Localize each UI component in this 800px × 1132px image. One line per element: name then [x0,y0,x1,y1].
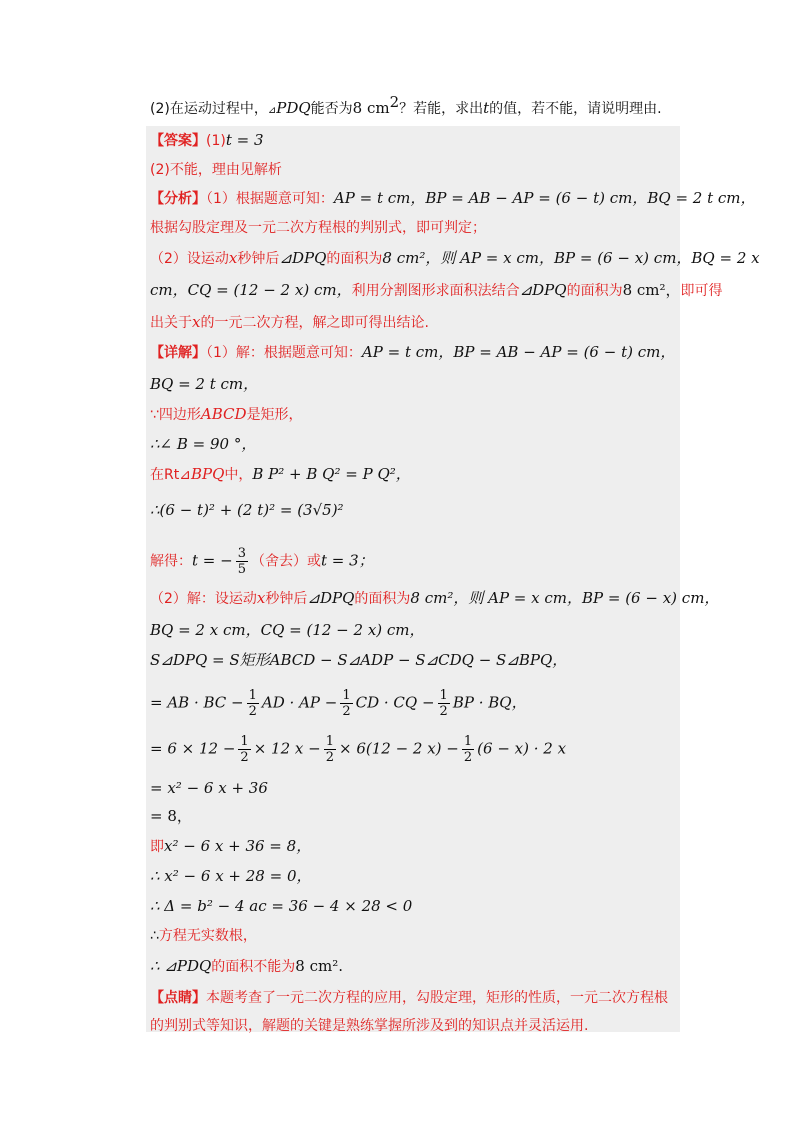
fraction-half [247,688,259,719]
detail-math: (6 − x) · 2 x [477,739,567,758]
detail-text: ∴ [150,928,159,944]
detail-line-10 [150,650,567,671]
detail-var: x [256,589,266,607]
detail-line-18 [150,926,257,946]
analysis-math: AP = t cm，BP = AB − AP = (6 − t) cm，BQ = 2 t cm， [333,189,756,207]
analysis-line-3 [150,248,760,269]
detail-math: ∴ ⊿PDQ [150,957,212,975]
detail-line-11 [150,688,527,719]
fraction-denominator: 2 [248,704,257,719]
analysis-line-1 [150,188,756,209]
detail-line-14 [150,806,192,827]
analysis-text: 即可得 [680,283,723,299]
analysis-text: 根据勾股定理及一元二次方程根的判别式，即可判定； [150,220,486,236]
detail-text: 方程无实数根， [158,928,257,944]
detail-line-3 [150,404,303,425]
fraction-half [462,734,474,765]
detail-math: AD · AP − [261,693,338,712]
q2-expr: PDQ [276,99,311,117]
answer-line-1 [150,130,264,151]
detail-line-6 [150,500,344,521]
analysis-math: ⊿DPQ [279,249,327,267]
analysis-text: 的面积为 [566,283,623,299]
detail-line-5 [150,464,411,485]
detail-math: ∴ x² − 6 x + 28 = 0， [150,867,312,885]
detail-line-16 [150,866,312,887]
q2-value: 8 cm [352,99,390,117]
detail-text: （舍去）或 [250,553,321,570]
detail-line-9 [150,620,425,641]
triangle-symbol: ⊿ [267,105,277,116]
analysis-line-4 [150,280,723,301]
comment-tag: 【点睛】 [150,990,206,1006]
fraction-denominator: 2 [240,750,249,765]
detail-math: = AB · BC − [150,693,244,712]
detail-math: = x² − 6 x + 36 [150,779,268,797]
detail-math: ∴(6 − t)² + (2 t)² = (3√5)² [150,501,344,519]
detail-math: ⊿DPQ [307,589,355,607]
analysis-text: （2）设运动 [150,251,229,267]
detail-line-17 [150,896,412,917]
detail-math: 8 cm². [295,957,344,975]
fraction-numerator: 1 [342,688,351,703]
detail-text: 在Rt⊿ [150,467,191,483]
detail-line-12 [150,734,566,765]
q2-var: t [483,99,490,117]
answer-line-2 [150,160,282,180]
fraction-denominator: 2 [325,750,334,765]
fraction-numerator: 1 [325,734,334,749]
detail-line-1 [150,342,675,363]
answer-tag: 【答案】 [150,133,206,149]
analysis-line-5 [150,312,429,333]
q2-text: (2)在运动过程中， [150,101,268,117]
q2-exp: 2 [389,93,400,111]
fraction-denominator: 5 [237,562,246,577]
detail-math: ∴∠ B = 90 °， [150,435,257,453]
detail-math: ABCD [200,405,247,423]
fraction [236,546,248,577]
detail-text: （2）解：设运动 [150,591,257,607]
detail-line-4 [150,434,256,455]
analysis-text: 的一元二次方程，解之即可得出结论. [200,315,429,331]
detail-math: x² − 6 x + 36 = 8， [164,837,312,855]
detail-line-13 [150,778,268,799]
detail-math: × 12 x − [253,739,321,758]
analysis-text: （1）根据题意可知： [206,191,334,207]
fraction-denominator: 2 [439,704,448,719]
answer-eq: t = 3 [225,131,264,149]
detail-text: （1）解：根据题意可知： [206,345,362,361]
detail-math: CD · CQ − [355,693,435,712]
analysis-text: 出关于 [150,315,192,331]
fraction-numerator: 1 [240,734,249,749]
q2-text: 能否为 [310,101,353,117]
fraction-numerator: 1 [463,734,473,749]
fraction-half [438,688,450,719]
fraction-denominator: 2 [463,750,473,765]
detail-text: 解得： [150,553,192,570]
fraction-denominator: 2 [342,704,351,719]
fraction-half [324,734,336,765]
analysis-text: 利用分割图形求面积法结合 [351,283,520,299]
detail-math: = 8， [150,807,192,825]
fraction-numerator: 1 [439,688,448,703]
detail-text: 是矩形， [246,407,303,423]
comment-line-2 [150,1016,588,1036]
detail-line-2 [150,374,258,395]
comment-text: 的判别式等知识，解题的关键是熟练掌握所涉及到的知识点并灵活运用. [150,1018,589,1034]
detail-line-8 [150,588,719,609]
detail-line-19 [150,956,343,977]
detail-math: BQ = 2 x cm，CQ = (12 − 2 x) cm， [150,621,425,639]
analysis-text: 秒钟后 [237,251,280,267]
detail-math: BQ = 2 t cm， [150,375,259,393]
detail-math: BPQ [190,465,225,483]
answer-part1: (1) [206,133,226,149]
analysis-tag: 【分析】 [150,191,206,207]
fraction-half [238,734,250,765]
analysis-math: cm，CQ = (12 − 2 x) cm， [150,281,352,299]
detail-tag: 【详解】 [150,345,206,361]
detail-text: 中， [224,467,253,483]
detail-text: ∵四边形 [150,407,201,423]
detail-math: × 6(12 − 2 x) − [338,739,459,758]
detail-text: 即 [150,839,164,855]
detail-math: t = − [192,551,233,570]
analysis-text: 的面积为 [326,251,383,267]
analysis-math: ⊿DPQ [519,281,567,299]
detail-math: = 6 × 12 − [150,739,236,758]
comment-text: 本题考查了一元二次方程的应用，勾股定理，矩形的性质，一元二次方程根 [206,990,668,1006]
detail-line-15 [150,836,311,857]
comment-line-1 [150,988,668,1008]
fraction-half [340,688,352,719]
detail-text: 的面积为 [354,591,411,607]
answer-part2: (2)不能，理由见解析 [150,162,282,178]
analysis-math: 8 cm²， [622,281,681,299]
fraction-numerator: 3 [237,546,246,561]
analysis-var: x [228,249,238,267]
detail-math: AP = t cm，BP = AB − AP = (6 − t) cm， [361,343,676,361]
detail-math: S⊿DPQ = S矩形ABCD − S⊿ADP − S⊿CDQ − S⊿BPQ， [150,651,568,669]
detail-math: B P² + B Q² = P Q²， [252,465,411,483]
detail-text: 的面积不能为 [211,959,296,975]
detail-math: ∴ Δ = b² − 4 ac = 36 − 4 × 28 < 0 [150,897,413,915]
detail-math: BP · BQ， [452,693,527,712]
fraction-numerator: 1 [248,688,257,703]
question-2 [150,93,662,121]
analysis-math: 8 cm²，则 AP = x cm，BP = (6 − x) cm，BQ = 2 x [382,249,760,267]
detail-math: 8 cm²，则 AP = x cm，BP = (6 − x) cm， [410,589,720,607]
detail-text: 秒钟后 [265,591,308,607]
analysis-line-2 [150,218,486,238]
q2-text: 的值，若不能，请说明理由. [489,101,662,117]
analysis-var: x [192,313,201,331]
q2-text: ？若能，求出 [399,101,484,117]
detail-line-7 [150,546,374,577]
detail-math: t = 3； [320,551,374,570]
